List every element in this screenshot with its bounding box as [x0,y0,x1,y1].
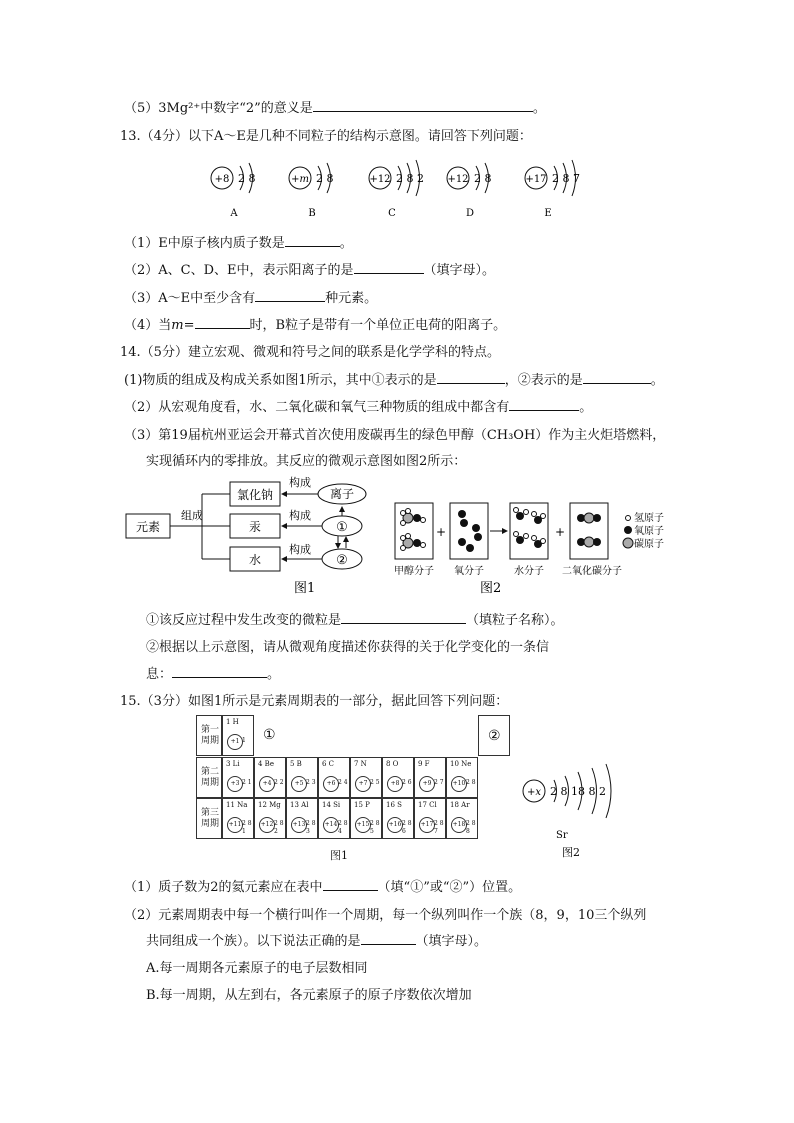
atom-diagram-c [369,160,424,219]
element-nucleus: +14 [323,817,339,833]
q15-2b-line [146,930,487,949]
methanol-label: 甲醇分子 [394,566,434,577]
nucleus-label: +12 [447,174,469,185]
nucleus-label: +17 [525,174,547,185]
q14-3b-line [146,450,466,469]
element-nucleus: +16 [387,817,403,833]
element-electrons: 2 7 [434,779,444,786]
fig2-caption: 图2 [480,581,502,596]
element-number-symbol: 12 Mg [258,801,281,809]
legend-hydrogen: 氢原子 [634,513,664,524]
answer-blank[interactable] [341,611,466,624]
q13-4-line [124,314,506,333]
element-electrons: 2 8 6 [402,820,412,835]
q14-1-text-mid: ，②表示的是 [504,373,583,388]
answer-blank[interactable] [583,371,651,384]
q13-heading-text: 13.（4分）以下A～E是几种不同粒子的结构示意图。请回答下列问题： [120,129,532,144]
element-number-symbol: 17 Cl [418,801,437,809]
element-number-symbol: 7 N [354,760,367,768]
element-nucleus: +12 [259,817,275,833]
answer-blank[interactable] [285,234,340,247]
q13-3-end: 种元素。 [325,291,378,306]
nucleus-label: +m [291,174,309,185]
period-label: 第三周期 [200,808,219,829]
atom-label: A [230,208,238,219]
q14-s1-text: ①该反应过程中发生改变的微粒是 [146,613,342,628]
q14-s2-line [146,636,549,655]
sr-nucleus: +x [526,787,542,798]
element-cell [382,798,414,839]
q15-1-text: （1）质子数为2的氦元素应在表中 [124,880,323,895]
sr-shells: 2 8 18 8 2 [550,785,606,798]
element-cell [382,757,414,798]
element-number-symbol: 13 Al [290,801,309,809]
make-label-2: 构成 [289,509,311,522]
q13-1-line [124,232,353,251]
q15-option-a[interactable] [146,957,368,976]
table-position-2 [478,715,510,756]
element-number-symbol: 6 C [322,760,335,768]
element-number-symbol: 15 P [354,801,370,809]
element-electrons: 2 8 7 [434,820,444,835]
element-cell [350,798,382,839]
element-nucleus: +6 [323,776,339,792]
q13-3-line [124,287,377,306]
element-electrons: 2 8 [466,779,476,786]
answer-blank[interactable] [313,99,533,112]
element-nucleus: +3 [227,776,243,792]
element-electrons: 2 6 [402,779,412,786]
q14-s2b-line [146,663,280,682]
q13-4-text-end: 时，B粒子是带有一个单位正电荷的阳离子。 [249,318,507,333]
element-electrons: 1 [242,737,246,744]
atom-label: B [308,208,316,219]
q13-2-line [124,259,495,278]
ptable-caption: 图1 [330,849,348,862]
q13-2-end: （填字母）。 [423,263,496,278]
answer-blank[interactable] [361,932,416,945]
element-nucleus: +4 [259,776,275,792]
option-a-text: A.每一周期各元素原子的电子层数相同 [146,961,368,976]
element-electrons: 2 8 8 [466,820,476,835]
element-electrons: 2 8 1 [242,820,252,835]
element-number-symbol: 4 Be [258,760,274,768]
table-position-1 [254,715,286,756]
element-number-symbol: 14 Si [322,801,341,809]
element-cell [286,798,318,839]
element-number-symbol: 3 Li [226,760,240,768]
q15-1-line [124,876,521,895]
shell-electrons: 2 8 7 [552,172,580,185]
q13-heading [120,125,532,144]
q14-2-line [124,396,592,415]
element-number-symbol: 18 Ar [450,801,470,809]
co2-molecules [577,513,601,547]
answer-blank[interactable] [437,371,505,384]
element-electrons: 2 4 [338,779,348,786]
fig1-caption: 图1 [294,581,316,596]
reaction-diagram [390,498,675,600]
water-mol-label: 水分子 [514,566,544,577]
element-electrons: 2 5 [370,779,380,786]
q14-3-text: （3）第19届杭州亚运会开幕式首次使用废碳再生的绿色甲醇（CH₃OH）作为主火炬塔燃料， [124,428,666,443]
element-cell [414,757,446,798]
q13-3-text: （3）A～E中至少含有 [124,291,256,306]
element-electrons: 2 8 2 [274,820,284,835]
q15-1-end: （填“①”或“②”）位置。 [377,880,522,895]
answer-blank[interactable] [354,261,424,274]
element-cell [254,757,286,798]
q15-heading [120,690,508,709]
q15-2b-text: 共同组成一个族）。以下说法正确的是 [146,934,361,949]
q14-2-text: （2）从宏观角度看，水、二氧化碳和氧气三种物质的组成中都含有 [124,400,510,415]
element-electrons: 2 1 [242,779,252,786]
answer-blank[interactable] [255,289,325,302]
legend-oxygen: 氧原子 [634,526,664,537]
atom-label: E [544,208,552,219]
shell-electrons: 2 8 [238,172,256,185]
answer-blank[interactable] [509,398,579,411]
q13-2-text: （2）A、C、D、E中，表示阳离子的是 [124,263,354,278]
q15-2-line [124,904,646,923]
q14-s2-text: ②根据以上示意图，请从微观角度描述你获得的关于化学变化的一条信 [146,640,550,655]
q13-1-end: 。 [339,236,353,251]
water-label: 水 [248,553,262,567]
atom-diagram-a [211,163,256,219]
atom-diagram-e [525,160,580,219]
methanol-molecules [401,509,426,551]
element-number-symbol: 11 Na [226,801,248,809]
element-electrons: 2 8 4 [338,820,348,835]
co2-box [570,503,608,559]
element-cell [446,798,478,839]
period-label-cell [196,715,222,756]
co2-label: 二氧化碳分子 [562,566,622,577]
q14-1-line [124,369,664,388]
q13-4-var: m [171,318,184,333]
element-cell [350,757,382,798]
q14-heading [120,341,500,360]
element-cell [222,757,254,798]
q14-s1-line [146,609,564,628]
q14-2-end: 。 [579,400,593,415]
compose-label: 组成 [181,509,203,522]
element-number-symbol: 10 Ne [450,760,472,768]
element-nucleus: +18 [451,817,467,833]
make-label-3: 构成 [289,543,311,556]
shell-electrons: 2 8 2 [396,172,424,185]
element-nucleus: +5 [291,776,307,792]
element-number-symbol: 5 B [290,760,302,768]
element-nucleus: +10 [451,776,467,792]
atom-structure-figure [200,148,600,223]
circle-1-label: ① [336,520,348,535]
q14-s2b-end: 。 [267,667,281,682]
periodic-table [196,715,502,845]
atom-legend [623,511,664,550]
element-cell [222,715,254,756]
element-nucleus: +9 [419,776,435,792]
q14-3-line [124,424,665,443]
element-cell [222,798,254,839]
q14-3b-text: 实现循环内的零排放。其反应的微观示意图如图2所示： [146,454,467,469]
period-label-cell [196,798,222,839]
sr-symbol: Sr [556,830,568,841]
period-label: 第二周期 [200,767,219,788]
element-electrons: 2 8 3 [306,820,316,835]
q12-5-line [124,97,546,116]
atom-label: C [388,208,396,219]
q12-5-end: 。 [532,101,546,116]
water-molecules [514,508,546,549]
shell-electrons: 2 8 [316,172,334,185]
strontium-diagram [520,758,630,858]
q12-5-text: （5）3Mg²⁺中数字“2”的意义是 [124,101,313,116]
element-nucleus: +1 [227,734,243,750]
element-nucleus: +8 [387,776,403,792]
q14-heading-text: 14.（5分）建立宏观、微观和符号之间的联系是化学学科的特点。 [120,345,500,360]
element-electrons: 2 3 [306,779,316,786]
oxygen-molecules [458,510,482,552]
element-cell [414,798,446,839]
atom-diagram-b [289,163,334,219]
nucleus-label: +8 [214,174,230,185]
element-number-symbol: 16 S [386,801,402,809]
period-label-cell [196,757,222,798]
answer-blank[interactable] [323,878,378,891]
q14-s1-end: （填粒子名称）。 [466,613,564,628]
q14-1-text: (1)物质的组成及构成关系如图1所示，其中①表示的是 [124,373,437,388]
answer-blank[interactable] [195,316,250,329]
ion-label: 离子 [329,487,355,501]
oxygen-label: 氧分子 [454,566,484,577]
q14-s2b-text: 息： [146,667,173,682]
q15-heading-text: 15.（3分）如图1所示是元素周期表的一部分，据此回答下列问题： [120,694,509,709]
nucleus-label: +12 [369,174,391,185]
mercury-label: 汞 [248,520,262,534]
element-label: 元素 [135,520,161,534]
atom-label: D [465,208,475,219]
element-number-symbol: 1 H [226,718,239,726]
shell-electrons: 2 8 [474,172,492,185]
element-cell [446,757,478,798]
q15-2b-end: （填字母）。 [415,934,488,949]
make-label-1: 构成 [289,476,311,489]
element-electrons: 2 8 5 [370,820,380,835]
composition-diagram [124,474,389,599]
period-label: 第一周期 [200,725,219,746]
element-nucleus: +13 [291,817,307,833]
element-nucleus: +17 [419,817,435,833]
q13-4-eq: = [183,318,195,333]
plus-sign: + [435,525,447,539]
q14-1-end: 。 [650,373,664,388]
element-nucleus: +15 [355,817,371,833]
atom-diagram-d [447,163,492,219]
nacl-label: 氯化钠 [236,488,274,502]
q15-2-text: （2）元素周期表中每一个横行叫作一个周期，每一个纵列叫作一个族（8，9，10三个纵列 [124,908,647,923]
element-cell [318,798,350,839]
q13-1-text: （1）E中原子核内质子数是 [124,236,285,251]
sr-caption: 图2 [562,846,580,858]
q15-option-b[interactable] [146,984,472,1003]
element-cell [318,757,350,798]
legend-carbon: 碳原子 [634,539,664,550]
position-2-marker: ② [488,728,501,744]
element-cell [286,757,318,798]
element-electrons: 2 2 [274,779,284,786]
element-number-symbol: 9 F [418,760,430,768]
plus-sign-2: + [554,525,566,539]
position-1-marker: ① [263,727,276,743]
element-number-symbol: 8 O [386,760,399,768]
option-b-text: B.每一周期，从左到右，各元素原子的原子序数依次增加 [146,988,472,1003]
answer-blank[interactable] [172,665,267,678]
circle-2-label: ② [336,553,348,568]
element-nucleus: +7 [355,776,371,792]
element-nucleus: +11 [227,817,243,833]
q13-4-text: （4）当 [124,318,172,333]
element-cell [254,798,286,839]
